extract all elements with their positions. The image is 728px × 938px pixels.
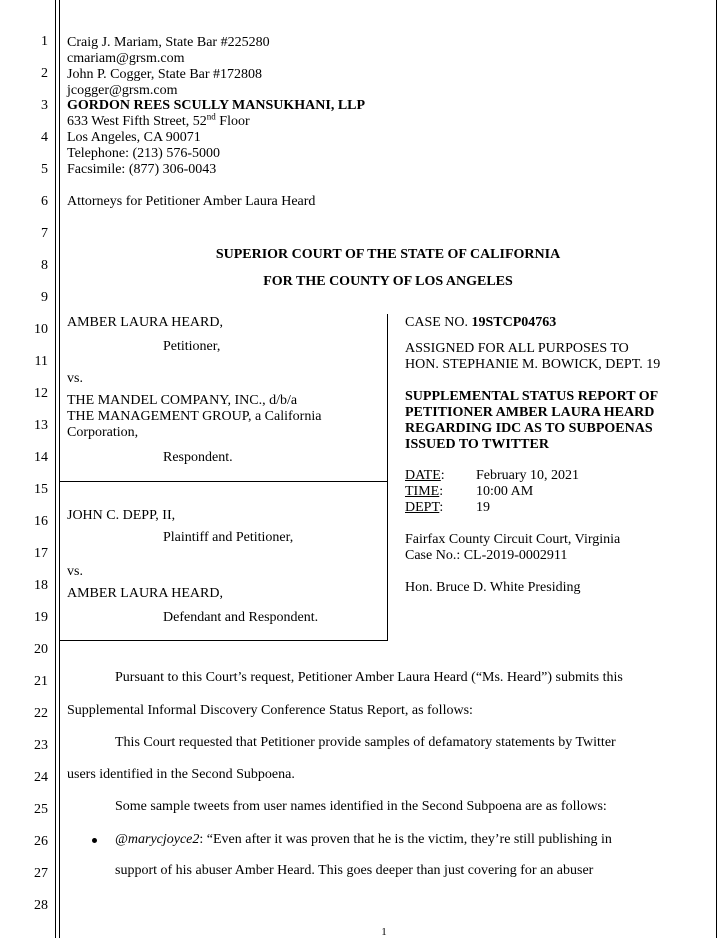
line-number: 9 bbox=[41, 290, 48, 305]
attorney-email: jcogger@grsm.com bbox=[67, 83, 178, 98]
hearing-dept-label: DEPT: bbox=[405, 500, 444, 515]
line-number: 19 bbox=[34, 610, 48, 625]
firm-address-line1 bbox=[67, 111, 250, 130]
line-number: 11 bbox=[34, 354, 48, 369]
line-number: 10 bbox=[34, 322, 48, 337]
line-number: 15 bbox=[34, 482, 48, 497]
firm-address-line2: Los Angeles, CA 90071 bbox=[67, 130, 201, 145]
attorney-email: cmariam@grsm.com bbox=[67, 51, 185, 66]
attorneys-for: Attorneys for Petitioner Amber Laura Heard bbox=[67, 194, 316, 209]
case-number-label: CASE NO. bbox=[405, 315, 472, 330]
party-role: Defendant and Respondent. bbox=[163, 610, 319, 625]
party-name: AMBER LAURA HEARD, bbox=[67, 315, 223, 330]
versus: vs. bbox=[67, 564, 83, 579]
hearing-date-label: DATE: bbox=[405, 468, 445, 483]
line-number: 8 bbox=[41, 258, 48, 273]
case-number-value: 19STCP04763 bbox=[471, 315, 557, 330]
firm-telephone: Telephone: (213) 576-5000 bbox=[67, 146, 220, 161]
party-role: Petitioner, bbox=[163, 339, 221, 354]
document-title: PETITIONER AMBER LAURA HEARD bbox=[405, 405, 655, 420]
assigned-line1: ASSIGNED FOR ALL PURPOSES TO bbox=[405, 341, 629, 356]
line-number: 7 bbox=[41, 226, 48, 241]
bullet-icon bbox=[92, 838, 97, 843]
firm-facsimile: Facsimile: (877) 306-0043 bbox=[67, 162, 217, 177]
line-number: 6 bbox=[41, 194, 48, 209]
body-paragraph-line: users identified in the Second Subpoena. bbox=[67, 767, 295, 782]
address-ordinal: nd bbox=[206, 111, 216, 122]
line-number: 21 bbox=[34, 674, 48, 689]
body-paragraph-line: Some sample tweets from user names identified in the Second Subpoena are as follows: bbox=[115, 799, 607, 814]
tweet-quote-line: support of his abuser Amber Heard. This goes deeper than just covering for an abuser bbox=[115, 863, 594, 878]
hearing-date-value: February 10, 2021 bbox=[476, 468, 580, 483]
other-court: Fairfax County Circuit Court, Virginia bbox=[405, 532, 621, 547]
tweet-text: : “Even after it was proven that he is the victim, they’re still publishing in bbox=[199, 832, 612, 847]
right-margin-rule bbox=[716, 0, 717, 938]
body-paragraph-line: Pursuant to this Court’s request, Petitioner Amber Laura Heard (“Ms. Heard”) submits this bbox=[115, 670, 623, 685]
line-number: 25 bbox=[34, 802, 48, 817]
line-number: 13 bbox=[34, 418, 48, 433]
party-role: Respondent. bbox=[163, 450, 233, 465]
firm-name: GORDON REES SCULLY MANSUKHANI, LLP bbox=[67, 98, 366, 113]
twitter-username: @marycjoyce2 bbox=[115, 832, 200, 847]
address-street: 633 West Fifth Street, 52 bbox=[67, 114, 207, 129]
line-number: 5 bbox=[41, 162, 48, 177]
versus: vs. bbox=[67, 371, 83, 386]
line-number: 3 bbox=[41, 98, 48, 113]
line-number: 20 bbox=[34, 642, 48, 657]
hearing-time-value: 10:00 AM bbox=[476, 484, 534, 499]
party-name: AMBER LAURA HEARD, bbox=[67, 586, 223, 601]
left-margin-rule-outer bbox=[55, 0, 56, 938]
caption-vertical-rule bbox=[387, 314, 388, 640]
caption-divider-rule bbox=[60, 481, 387, 482]
presiding-judge: Hon. Bruce D. White Presiding bbox=[405, 580, 581, 595]
document-title: SUPPLEMENTAL STATUS REPORT OF bbox=[405, 389, 659, 404]
court-name-line1: SUPERIOR COURT OF THE STATE OF CALIFORNIA bbox=[215, 247, 561, 262]
assigned-line2: HON. STEPHANIE M. BOWICK, DEPT. 19 bbox=[405, 357, 661, 372]
hearing-time-label: TIME: bbox=[405, 484, 444, 499]
left-margin-rule-inner bbox=[59, 0, 60, 938]
line-number: 4 bbox=[41, 130, 48, 145]
line-number: 23 bbox=[34, 738, 48, 753]
document-title: REGARDING IDC AS TO SUBPOENAS bbox=[405, 421, 653, 436]
line-number: 22 bbox=[34, 706, 48, 721]
attorney-line: John P. Cogger, State Bar #172808 bbox=[67, 67, 263, 82]
body-paragraph-line: This Court requested that Petitioner provide samples of defamatory statements by Twitter bbox=[115, 735, 616, 750]
case-number bbox=[405, 315, 556, 331]
line-number: 1 bbox=[41, 34, 48, 49]
tweet-quote-line bbox=[115, 832, 612, 848]
page-number: 1 bbox=[381, 926, 387, 938]
line-number: 24 bbox=[34, 770, 48, 785]
party-name: Corporation, bbox=[67, 425, 139, 440]
party-name: JOHN C. DEPP, II, bbox=[67, 508, 176, 523]
line-number: 17 bbox=[34, 546, 48, 561]
party-role: Plaintiff and Petitioner, bbox=[163, 530, 294, 545]
line-number: 26 bbox=[34, 834, 48, 849]
line-number: 12 bbox=[34, 386, 48, 401]
other-case-number: Case No.: CL-2019-0002911 bbox=[405, 548, 568, 563]
party-name: THE MANAGEMENT GROUP, a California bbox=[67, 409, 322, 424]
court-name-line2: FOR THE COUNTY OF LOS ANGELES bbox=[263, 274, 513, 289]
document-title: ISSUED TO TWITTER bbox=[405, 437, 549, 452]
attorney-line: Craig J. Mariam, State Bar #225280 bbox=[67, 35, 270, 50]
address-floor: Floor bbox=[215, 114, 250, 129]
line-number: 27 bbox=[34, 866, 48, 881]
party-name: THE MANDEL COMPANY, INC., d/b/a bbox=[67, 393, 298, 408]
line-number: 18 bbox=[34, 578, 48, 593]
line-number: 28 bbox=[34, 898, 48, 913]
hearing-dept-value: 19 bbox=[476, 500, 490, 515]
body-paragraph-line: Supplemental Informal Discovery Conference Status Report, as follows: bbox=[67, 703, 473, 718]
line-number: 16 bbox=[34, 514, 48, 529]
line-number: 14 bbox=[34, 450, 48, 465]
caption-bottom-rule bbox=[60, 640, 388, 641]
line-number: 2 bbox=[41, 66, 48, 81]
